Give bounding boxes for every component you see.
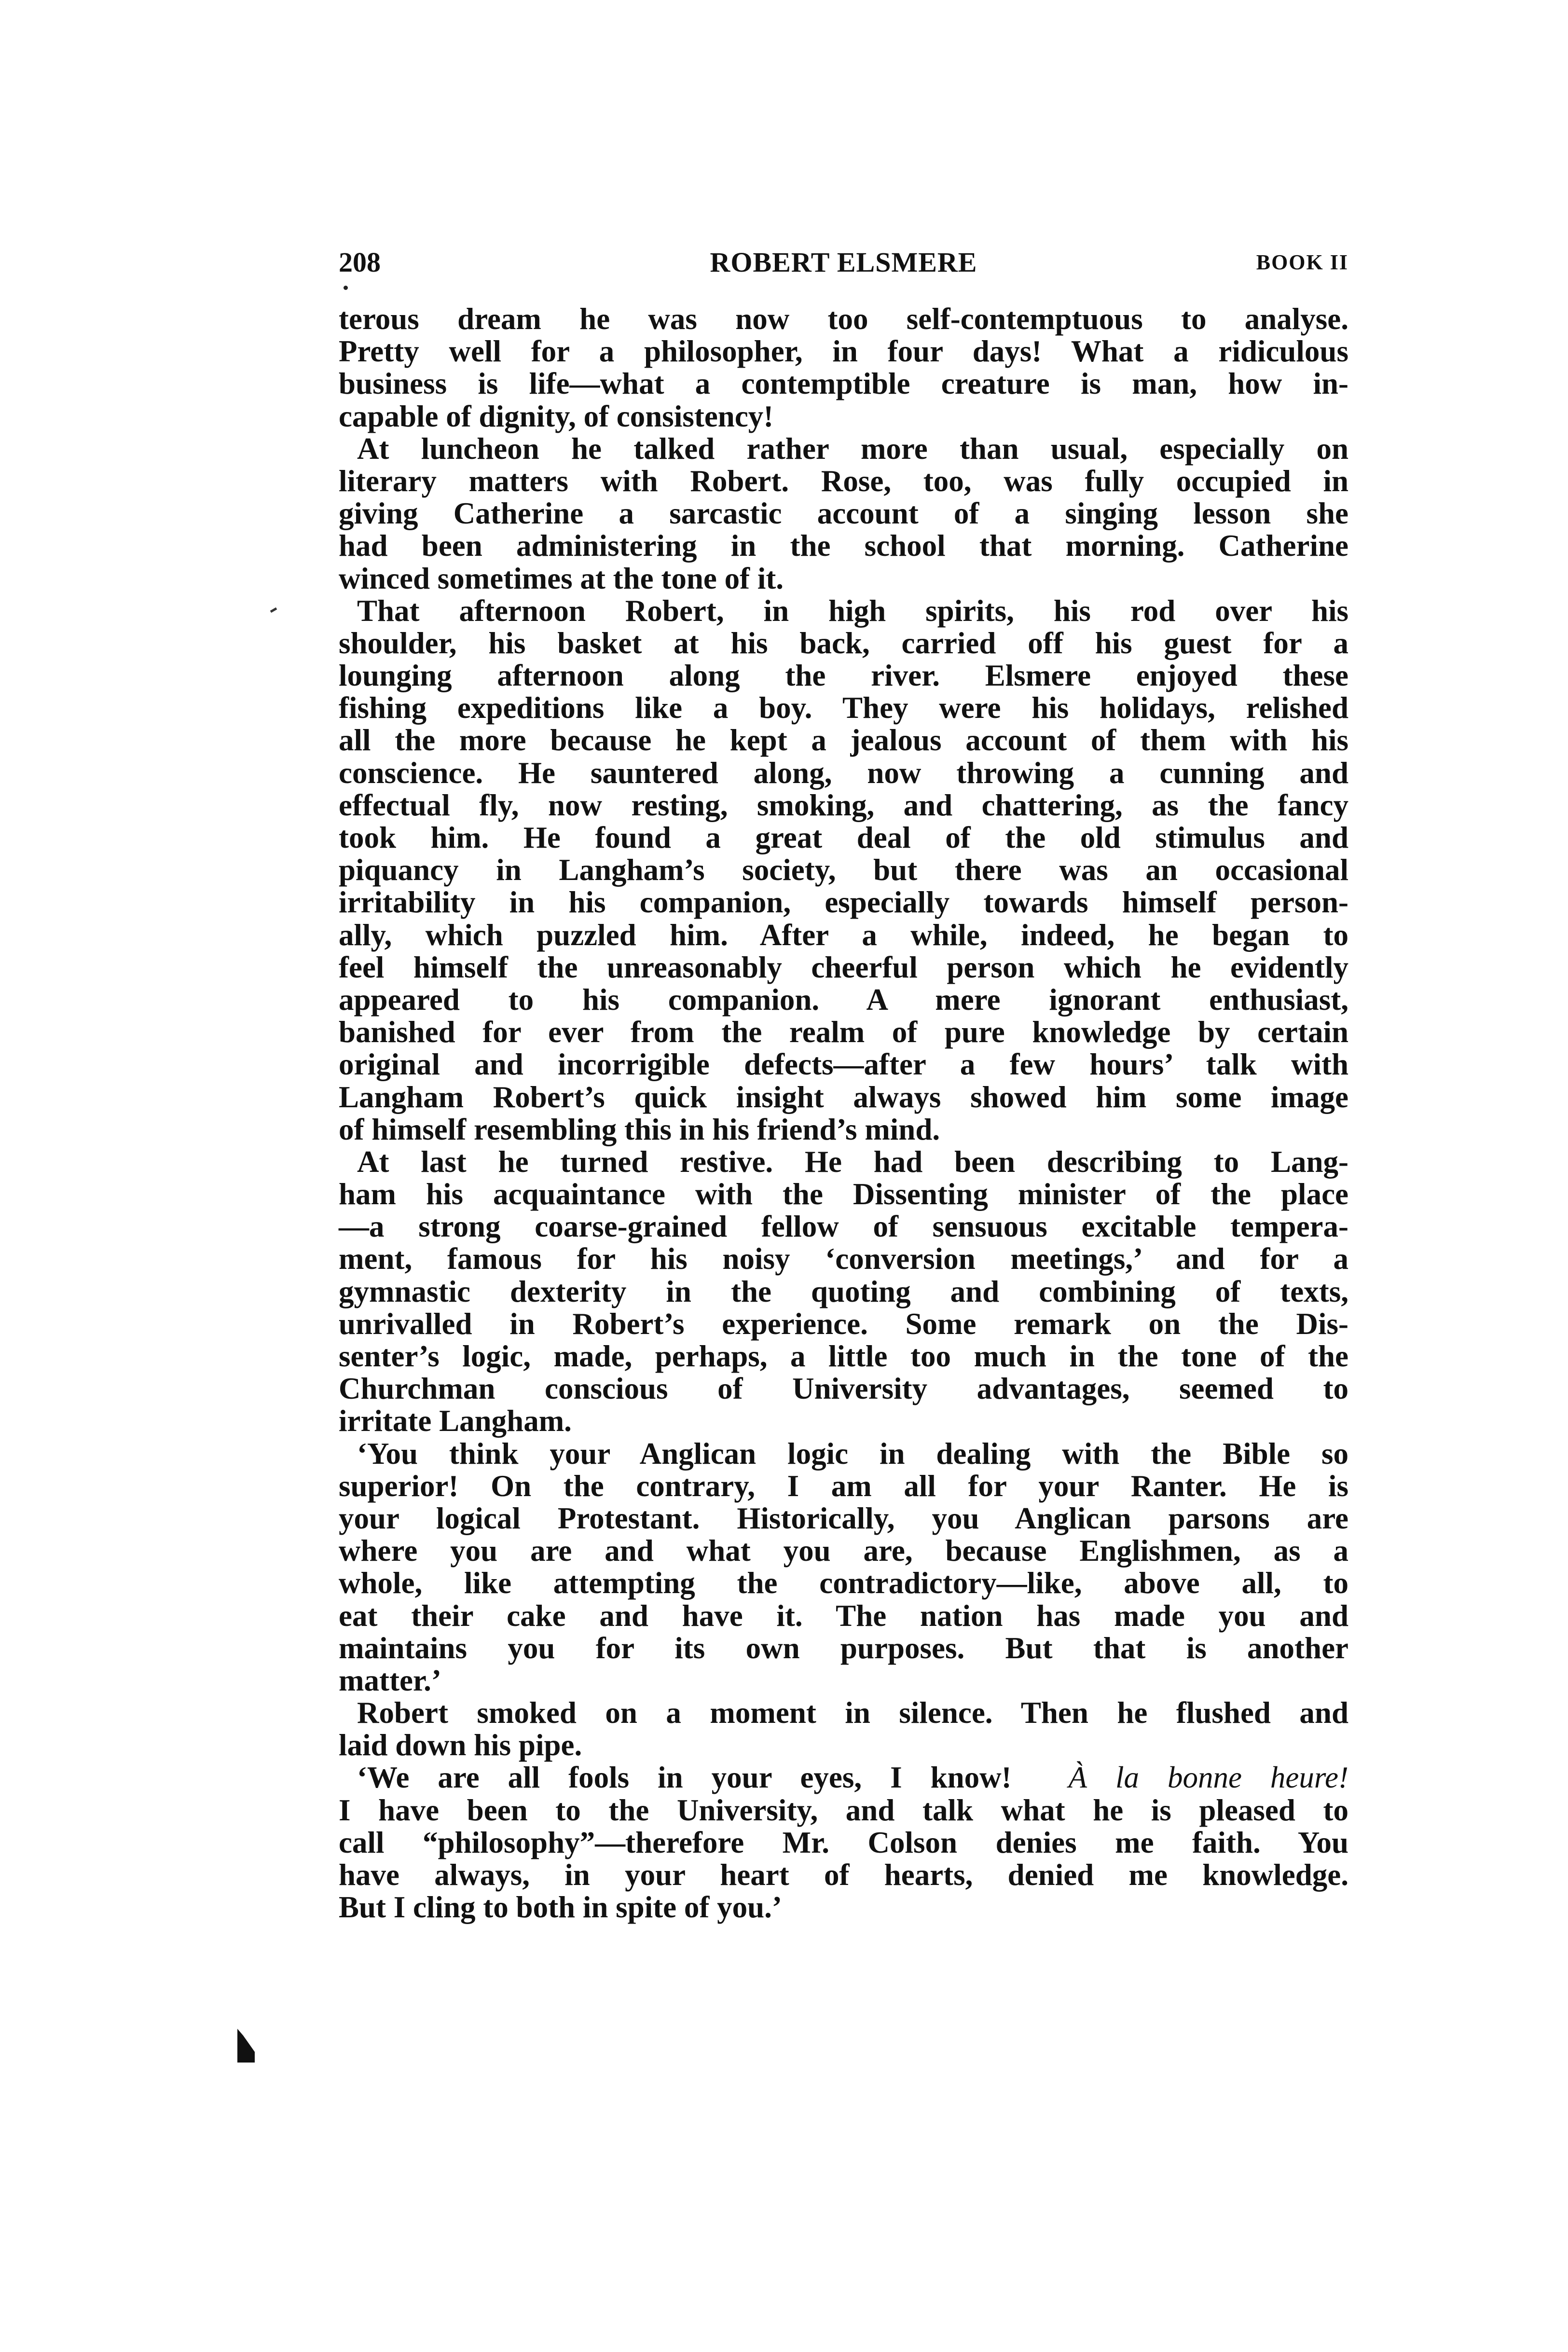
- line-text: —a strong coarse-grained fellow of sensuous excitable tempera-: [339, 1210, 1348, 1244]
- text-line: [339, 1048, 1348, 1081]
- text-line: [339, 1664, 1348, 1697]
- line-text: superior! On the contrary, I am all for your Ranter. He is: [339, 1469, 1348, 1503]
- line-text: laid down his pipe.: [339, 1728, 582, 1762]
- line-text: senter’s logic, made, perhaps, a little too much in the tone of the: [339, 1339, 1348, 1373]
- line-text: all the more because he kept a jealous account of them with his: [339, 723, 1348, 757]
- line-text: fishing expeditions like a boy. They were his holidays, relished: [339, 691, 1348, 725]
- line-text: irritability in his companion, especially towards himself person-: [339, 885, 1348, 920]
- line-text: feel himself the unreasonably cheerful person which he evidently: [339, 950, 1348, 984]
- line-text: unrivalled in Robert’s experience. Some remark on the Dis-: [339, 1307, 1348, 1341]
- margin-mark: [270, 607, 277, 613]
- line-text: took him. He found a great deal of the old stimulus and: [339, 821, 1348, 854]
- line-text: matter.’: [339, 1663, 441, 1697]
- line-text: ‘We are all fools in your eyes, I know!: [357, 1761, 1069, 1795]
- text-line: [339, 951, 1348, 984]
- text-line: [339, 1859, 1348, 1891]
- paragraph: [339, 1761, 1348, 1924]
- line-text: eat their cake and have it. The nation has made you and: [339, 1598, 1348, 1633]
- text-line: [339, 627, 1348, 660]
- text-line: [339, 919, 1348, 951]
- line-text: original and incorrigible defects—after a few hours’ talk with: [339, 1047, 1348, 1082]
- text-line: [339, 724, 1348, 756]
- text-line: [339, 757, 1348, 789]
- text-line: [339, 368, 1348, 400]
- line-text: maintains you for its own purposes. But that is another: [339, 1631, 1348, 1665]
- text-line: [339, 1114, 1348, 1146]
- line-text: your logical Protestant. Historically, you Anglican parsons are: [339, 1501, 1348, 1535]
- text-line: [339, 1632, 1348, 1664]
- line-text: I have been to the University, and talk what he is pleased to: [339, 1793, 1348, 1827]
- line-text: irritate Langham.: [339, 1404, 572, 1438]
- text-line: [339, 1827, 1348, 1859]
- text-line: [339, 1405, 1348, 1437]
- text-line: [339, 1016, 1348, 1048]
- text-line: [339, 854, 1348, 886]
- line-text: Pretty well for a philosopher, in four days! What a ridiculous: [339, 334, 1348, 369]
- line-text: call “philosophy”—therefore Mr. Colson denies me faith. You: [339, 1825, 1348, 1859]
- paragraph: [339, 1438, 1348, 1697]
- text-line: [339, 465, 1348, 497]
- line-text: shoulder, his basket at his back, carried off his guest for a: [339, 626, 1348, 660]
- line-text: ‘You think your Anglican logic in dealing with the Bible so: [357, 1436, 1348, 1471]
- text-line: [339, 497, 1348, 530]
- text-line: [339, 822, 1348, 854]
- text-line: [339, 660, 1348, 692]
- text-line: [339, 335, 1348, 368]
- print-speck: [344, 286, 348, 290]
- line-text: have always, in your heart of hearts, denied me knowledge.: [339, 1858, 1348, 1892]
- line-text: ally, which puzzled him. After a while, indeed, he began to: [339, 918, 1348, 952]
- line-text: That afternoon Robert, in high spirits, his rod over his: [357, 593, 1348, 628]
- text-line: [339, 1502, 1348, 1535]
- paragraph: [339, 1146, 1348, 1438]
- paragraph: [339, 595, 1348, 1146]
- text-line: [339, 1438, 1348, 1470]
- text-line: [339, 1567, 1348, 1599]
- line-text: Robert smoked on a moment in silence. Then he flushed and: [357, 1696, 1348, 1730]
- text-line: [339, 1891, 1348, 1924]
- paragraph: [339, 303, 1348, 433]
- line-text: ham his acquaintance with the Dissenting minister of the place: [339, 1177, 1348, 1211]
- paragraph: [339, 433, 1348, 595]
- book-label: BOOK II: [1256, 250, 1348, 274]
- text-line: [339, 400, 1348, 433]
- text-line: [339, 1276, 1348, 1308]
- text-line: [339, 1081, 1348, 1114]
- line-text: winced sometimes at the tone of it.: [339, 561, 784, 595]
- text-line: [339, 1600, 1348, 1632]
- text-line: [339, 1470, 1348, 1502]
- text-line: [339, 563, 1348, 595]
- text-line: [339, 1697, 1348, 1729]
- paragraph: [339, 1697, 1348, 1761]
- text-line: [339, 1535, 1348, 1567]
- text-line: [339, 1794, 1348, 1827]
- line-text: effectual fly, now resting, smoking, and chattering, as the fancy: [339, 788, 1348, 822]
- line-text: terous dream he was now too self-contemptuous to analyse.: [339, 302, 1348, 336]
- text-line: [339, 1210, 1348, 1243]
- line-text: had been administering in the school that morning. Catherine: [339, 529, 1348, 563]
- line-text: banished for ever from the realm of pure knowledge by certain: [339, 1015, 1348, 1049]
- text-line: [339, 1373, 1348, 1405]
- line-text: of himself resembling this in his friend’s mind.: [339, 1112, 940, 1146]
- text-line: [339, 692, 1348, 724]
- text-line: [339, 1146, 1348, 1178]
- line-text: At luncheon he talked rather more than usual, especially on: [357, 431, 1348, 466]
- line-text: But I cling to both in spite of you.’: [339, 1890, 782, 1925]
- text-line: [339, 303, 1348, 335]
- line-text: piquancy in Langham’s society, but there was an occasional: [339, 853, 1348, 887]
- line-text: Langham Robert’s quick insight always showed him some image: [339, 1080, 1348, 1114]
- text-line: [339, 433, 1348, 465]
- line-text: literary matters with Robert. Rose, too, was fully occupied in: [339, 464, 1348, 498]
- page-number: 208: [339, 247, 381, 278]
- line-text: conscience. He sauntered along, now throwing a cunning and: [339, 756, 1348, 790]
- italic-phrase: À la bonne heure!: [1068, 1761, 1348, 1795]
- line-text: capable of dignity, of consistency!: [339, 399, 774, 433]
- text-line: [339, 1308, 1348, 1340]
- line-text: giving Catherine a sarcastic account of a singing lesson she: [339, 496, 1348, 531]
- text-line: [339, 1729, 1348, 1761]
- text-line: [339, 1178, 1348, 1210]
- cursor-arrow-icon: [236, 2029, 256, 2063]
- text-line: [339, 984, 1348, 1016]
- line-text: ment, famous for his noisy ‘conversion meetings,’ and for a: [339, 1242, 1348, 1276]
- line-text: whole, like attempting the contradictory—like, above all, to: [339, 1566, 1348, 1600]
- line-text: appeared to his companion. A mere ignorant enthusiast,: [339, 982, 1348, 1017]
- text-line: [339, 1761, 1348, 1794]
- text-line: [339, 530, 1348, 562]
- line-text: At last he turned restive. He had been describing to Lang-: [357, 1144, 1348, 1179]
- line-text: Churchman conscious of University advantages, seemed to: [339, 1372, 1348, 1406]
- running-head: [339, 246, 1348, 280]
- text-line: [339, 789, 1348, 822]
- text-line: [339, 886, 1348, 919]
- line-text: business is life—what a contemptible creature is man, how in-: [339, 367, 1348, 401]
- text-line: [339, 595, 1348, 627]
- text-line: [339, 1243, 1348, 1275]
- running-title: ROBERT ELSMERE: [710, 247, 977, 278]
- body-text: [339, 303, 1348, 1924]
- line-text: gymnastic dexterity in the quoting and combining of texts,: [339, 1274, 1348, 1308]
- line-text: lounging afternoon along the river. Elsmere enjoyed these: [339, 659, 1348, 693]
- text-line: [339, 1340, 1348, 1373]
- line-text: where you are and what you are, because Englishmen, as a: [339, 1534, 1348, 1568]
